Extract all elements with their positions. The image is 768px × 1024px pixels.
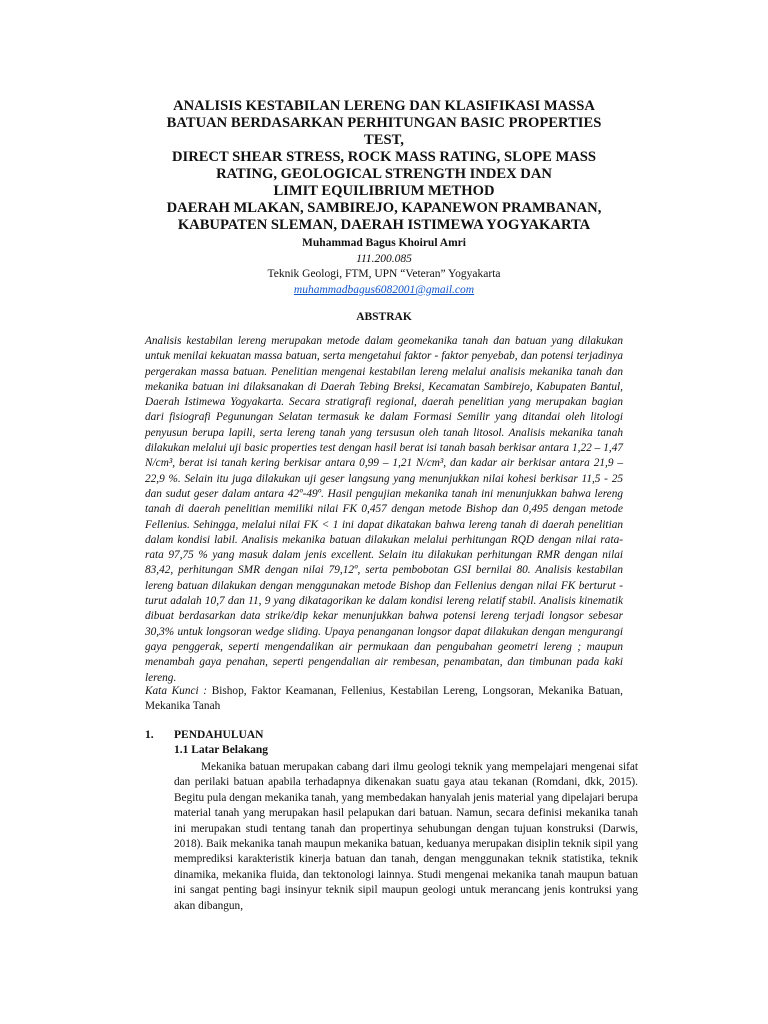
section-title: PENDAHULUAN xyxy=(174,729,264,741)
abstract-text: Analisis kestabilan lereng merupakan metode dalam geomekanika tanah dan batuan yang dilakukan untuk menilai kekuatan massa batuan, serta mengetahui faktor - faktor penyebab, dan potensi terjadinya pergerakan massa batuan. Penelitian mengenai kestabilan lereng melalui analisis mekanika tanah dan mekanika batuan ini dilaksanakan di Daerah Tebing Breksi, Kecamatan Sambirejo, Kabupaten Bantul, Daerah Istimewa Yogyakarta. Secara stratigrafi regional, daerah penelitian yang merupakan bagian dari fisiografi Pegunungan Selatan termasuk ke dalam Formasi Semilir yang ditandai oleh litologi penyusun berupa lapili, serta lereng tanah yang tersusun oleh tanah litosol. Analisis mekanika tanah dilakukan melalui uji basic properties test dengan hasil berat isi tanah basah berkisar antara 1,22 – 1,47 N/cm³, berat isi tanah kering berkisar antara 0,99 – 1,21 N/cm³, dan kadar air berkisar antara 21,9 – 22,9 %. Selain itu juga dilakukan uji geser langsung yang menunjukkan nilai kohesi berkisar 11,5 - 25 dan sudut geser dalam antara 42º-49º. Hasil pengujian mekanika tanah ini menunjukkan bahwa lereng tanah di daerah penelitian memiliki nilai FK 0,457 dengan metode Bishop dan 0,495 dengan metode Fellenius. Sehingga, melalui nilai FK < 1 ini dapat dikatakan bahwa lereng tanah di daerah penelitian dalam kondisi labil. Analisis mekanika batuan dilakukan melalui perhitungan RQD dengan nilai rata-rata 97,75 % yang masuk dalam jenis excellent. Selain itu dilakukan perhitungan RMR dengan nilai 83,42, perhitungan SMR dengan nilai 79,12º, serta pembobotan GSI bernilai 80. Analisis kestabilan lereng batuan dilakukan dengan menggunakan metode Bishop dan Fellenius dengan nilai FK berturut - turut adalah 10,7 dan 11, 9 yang dikatagorikan ke dalam kondisi lereng relatif stabil. Analisis kinematik dibuat berdasarkan data strike/dip kekar menunjukkan bahwa potensi lereng terjadi longsor sebesar 30,3% untuk longsoran wedge sliding. Upaya penanganan longsor dapat dilakukan dengan mengurangi gaya penggerak, seperti mengendalikan air permukaan dan pengubahan geometri lereng ; maupun menambah gaya penahan, seperti pengendalian air rembesan, penambatan, dan timbunan pada kaki lereng. xyxy=(145,335,623,684)
abstract-heading: ABSTRAK xyxy=(356,311,412,323)
intro-paragraph: Mekanika batuan merupakan cabang dari ilmu geologi teknik yang mempelajari mengenai sifat dan perilaki batuan apabila terhadapnya dikenakan suatu gaya atau tekanan (Romdani, dkk, 2015). Begitu pula dengan mekanika tanah, yang membedakan hanyalah jenis material yang dipelajari berupa material tanah yang merupakan hasil pelapukan dari batuan. Namun, secara definisi mekanika tanah ini merupakan studi tentang tanah dan propertinya sehubungan dengan tujuan konstruksi (Darwis, 2018). Baik mekanika tanah maupun mekanika batuan, keduanya merupakan disiplin teknik sipil yang memprediksi karakteristik kinerja batuan dan tanah, dengan menggunakan teknik statistika, teknik dinamika, mekanika fluida, dan tektonologi lainnya. Studi mengenai mekanika tanah maupun batuan ini sangat penting bagi insinyur teknik sipil maupun geologi untuk merancang jenis kontruksi yang akan dibangun, xyxy=(174,761,638,912)
author-email-link[interactable]: muhammadbagus6082001@gmail.com xyxy=(293,283,475,296)
subsection-heading: 1.1 Latar Belakang xyxy=(174,744,269,756)
keywords-label: Kata Kunci : xyxy=(145,685,208,697)
keywords-text: Bishop, Faktor Keamanan, Fellenius, Kestabilan Lereng, Longsoran, Mekanika Batuan, Mekanika Tanah xyxy=(145,685,623,713)
section-heading xyxy=(145,729,263,741)
section-number: 1. xyxy=(145,729,154,741)
author-block xyxy=(150,236,618,298)
author-student-id: 111.200.085 xyxy=(356,252,412,265)
paper-title: ANALISIS KESTABILAN LERENG DAN KLASIFIKASI MASSA BATUAN BERDASARKAN PERHITUNGAN BASIC PROPERTIES TEST, DIRECT SHEAR STRESS, ROCK MASS RATING, SLOPE MASS RATING, GEOLOGICAL STRENGTH INDEX DAN LIMIT EQUILIBRIUM METHOD DAERAH MLAKAN, SAMBIREJO, KAPANEWON PRAMBANAN, KABUPATEN SLEMAN, DAERAH ISTIMEWA YOGYAKARTA xyxy=(166,98,602,233)
author-affiliation: Teknik Geologi, FTM, UPN “Veteran” Yogyakarta xyxy=(267,268,501,281)
author-name: Muhammad Bagus Khoirul Amri xyxy=(302,237,466,249)
keywords xyxy=(145,684,623,715)
